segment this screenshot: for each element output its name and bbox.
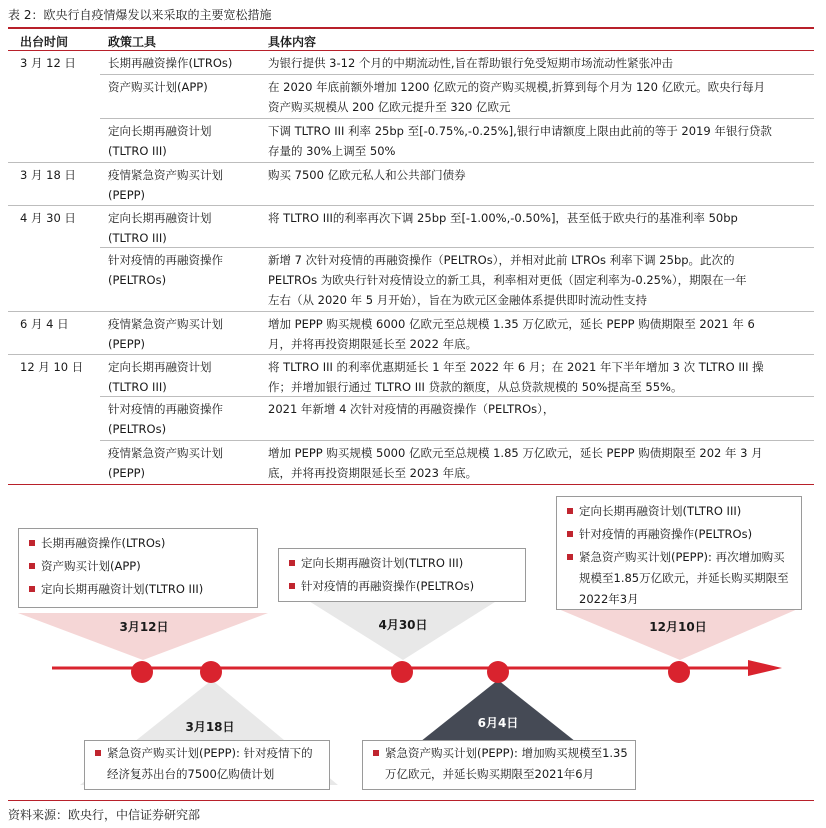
row-content: 将 TLTRO III的利率再次下调 25bp 至[-1.00%,-0.50%]，甚至低于欧央行的基准利率 50bp <box>268 211 738 225</box>
row-content: 在 2020 年底前额外增加 1200 亿欧元的资产购买规模,折算到每个月为 120 亿欧元。欧央行每月 <box>268 80 766 94</box>
row-content: 增加 PEPP 购买规模 6000 亿欧元至总规模 1.35 万亿欧元，延长 PEPP 购债期限至 2021 年 6 <box>268 317 755 331</box>
label-apr30: 4月30日 <box>378 618 428 632</box>
label-mar12: 3月12日 <box>119 620 169 634</box>
card-apr30 <box>278 548 526 602</box>
card-dec10 <box>556 496 802 610</box>
row-content: 增加 PEPP 购买规模 5000 亿欧元至总规模 1.85 万亿欧元，延长 PEPP 购债期限至 202 年 3 月 <box>268 446 763 460</box>
row-date: 3 月 12 日 <box>20 56 76 70</box>
node-mar12 <box>131 661 153 683</box>
node-mar18 <box>200 661 222 683</box>
label-jun4: 6月4日 <box>477 716 519 730</box>
node-apr30 <box>391 661 413 683</box>
card-item: 资产购买计划(APP) <box>29 556 251 577</box>
row-tool: 针对疫情的再融资操作 <box>108 402 223 416</box>
row-date: 12 月 10 日 <box>20 360 84 374</box>
row-date: 6 月 4 日 <box>20 317 69 331</box>
row-content: 资产购买规模从 200 亿欧元提升至 320 亿欧元 <box>268 100 511 114</box>
card-item: 针对疫情的再融资操作(PELTROs) <box>567 524 795 545</box>
card-item: 紧急资产购买计划(PEPP): 再次增加购买规模至1.85万亿欧元，并延长购买期限至2022年3月 <box>567 547 795 610</box>
row-content: 月，并将再投资期限延长至 2022 年底。 <box>268 337 478 351</box>
card-item: 定向长期再融资计划(TLTRO III) <box>29 579 251 600</box>
row-tool: 针对疫情的再融资操作 <box>108 253 223 267</box>
card-item: 紧急资产购买计划(PEPP): 针对疫情下的经济复苏出台的7500亿购债计划 <box>95 743 323 785</box>
card-jun4 <box>362 740 636 790</box>
row-content: 下调 TLTRO III 利率 25bp 至[-0.75%,-0.25%],银行申请额度上限由此前的等于 2019 年银行贷款 <box>268 124 772 138</box>
row-tool: (PELTROs) <box>108 273 167 287</box>
row-tool: (PELTROs) <box>108 422 167 436</box>
header-tool: 政策工具 <box>108 35 157 49</box>
row-tool: 疫情紧急资产购买计划 <box>108 446 223 460</box>
footer-rule <box>8 800 814 801</box>
row-content: 为银行提供 3-12 个月的中期流动性,旨在帮助银行免受短期市场流动性紧张冲击 <box>268 56 674 70</box>
row-content: 将 TLTRO III 的利率优惠期延长 1 年至 2022 年 6 月；在 2021 年下半年增加 3 次 TLTRO III 操 <box>268 360 764 374</box>
card-item: 定向长期再融资计划(TLTRO III) <box>567 501 795 522</box>
row-date: 4 月 30 日 <box>20 211 76 225</box>
row-content: 作；并增加银行通过 TLTRO III 贷款的额度，从总贷款规模的 50%提高至 55%。 <box>268 380 683 394</box>
row-tool: 疫情紧急资产购买计划 <box>108 317 223 331</box>
row-content: 底，并将再投资期限延长至 2023 年底。 <box>268 466 478 480</box>
table-caption: 表 2：欧央行自疫情爆发以来采取的主要宽松措施 <box>8 8 272 22</box>
row-content: 购买 7500 亿欧元私人和公共部门债券 <box>268 168 466 182</box>
row-date: 3 月 18 日 <box>20 168 76 182</box>
row-content: 存量的 30%上调至 50% <box>268 144 396 158</box>
row-tool: (PEPP) <box>108 337 146 351</box>
card-item: 长期再融资操作(LTROs) <box>29 533 251 554</box>
row-tool: 长期再融资操作(LTROs) <box>108 56 233 70</box>
card-item: 针对疫情的再融资操作(PELTROs) <box>289 576 519 597</box>
label-dec10: 12月10日 <box>649 620 707 634</box>
row-content: 2021 年新增 4 次针对疫情的再融资操作（PELTROs）， <box>268 402 555 416</box>
row-tool: 疫情紧急资产购买计划 <box>108 168 223 182</box>
source-note: 资料来源：欧央行，中信证券研究部 <box>8 808 201 822</box>
row-tool: 定向长期再融资计划 <box>108 124 212 138</box>
row-tool: (TLTRO III) <box>108 380 167 394</box>
row-tool: 定向长期再融资计划 <box>108 211 212 225</box>
row-content: 左右（从 2020 年 5 月开始），旨在为欧元区金融体系提供即时流动性支持 <box>268 293 647 307</box>
card-item: 定向长期再融资计划(TLTRO III) <box>289 553 519 574</box>
row-tool: (TLTRO III) <box>108 231 167 245</box>
row-content: PELTROs 为欧央行针对疫情设立的新工具，利率相对更低（固定利率为-0.25%），期限在一年 <box>268 273 747 287</box>
row-content: 新增 7 次针对疫情的再融资操作（PELTROs），并相对此前 LTROs 利率下调 25bp。此次的 <box>268 253 735 267</box>
card-mar12 <box>18 528 258 608</box>
header-date: 出台时间 <box>20 35 69 49</box>
row-tool: 资产购买计划(APP) <box>108 80 208 94</box>
row-tool: (TLTRO III) <box>108 144 167 158</box>
card-mar18 <box>84 740 330 790</box>
node-jun4 <box>487 661 509 683</box>
card-item: 紧急资产购买计划(PEPP): 增加购买规模至1.35万亿欧元，并延长购买期限至2021年6月 <box>373 743 629 785</box>
label-mar18: 3月18日 <box>185 720 235 734</box>
row-tool: 定向长期再融资计划 <box>108 360 212 374</box>
row-tool: (PEPP) <box>108 466 146 480</box>
row-tool: (PEPP) <box>108 188 146 202</box>
header-content: 具体内容 <box>268 35 317 49</box>
node-dec10 <box>668 661 690 683</box>
timeline-arrowhead <box>748 660 782 676</box>
